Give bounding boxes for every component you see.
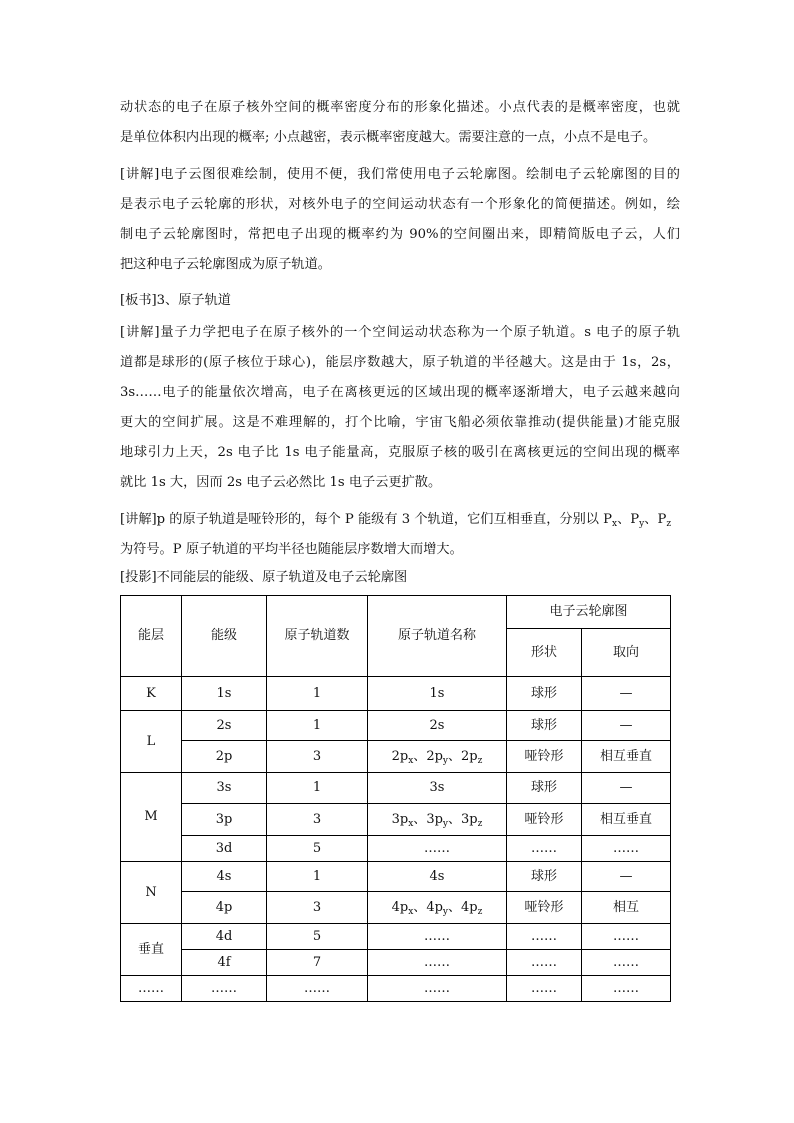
- text-line: 地球引力上天，2s 电子比 1s 电子能量高，克服原子核的吸引在离核更远的空间出现的概率: [120, 445, 680, 460]
- cell-count: 3: [267, 892, 368, 924]
- subscript-y: y: [639, 519, 645, 529]
- text-run: 、P: [644, 512, 667, 527]
- cell-count: 1: [267, 862, 368, 892]
- cell-layer: K: [121, 677, 182, 711]
- text-line: 动状态的电子在原子核外空间的概率密度分布的形象化描述。小点代表的是概率密度，也就: [120, 100, 680, 115]
- cell-name: 3s: [368, 773, 507, 804]
- cell-level: 2p: [182, 741, 267, 773]
- text-line: 把这种电子云轮廓图成为原子轨道。: [120, 257, 331, 272]
- text-line: 道都是球形的(原子核位于球心)，能层序数越大，原子轨道的半径越大。这是由于 1s，2s，: [120, 355, 680, 370]
- cell-layer: N: [121, 862, 182, 924]
- cell-shape: ……: [507, 836, 582, 862]
- text-run: 3p: [461, 811, 478, 827]
- cell-level: 3d: [182, 836, 267, 862]
- subscript-y: y: [442, 818, 448, 829]
- text-line: [投影]不同能层的能级、原子轨道及电子云轮廓图: [120, 570, 408, 585]
- subscript-z: z: [477, 818, 483, 829]
- subscript-x: x: [408, 755, 414, 766]
- text-line: 为符号。P 原子轨道的平均半径也随能层序数增大而增大。: [120, 542, 463, 557]
- header-orbital-count: 原子轨道数: [267, 596, 368, 677]
- cell-orientation: ……: [582, 924, 671, 950]
- cell-level: 4p: [182, 892, 267, 924]
- cell-name: [368, 741, 507, 773]
- cell-level: 3s: [182, 773, 267, 804]
- orbital-table: [120, 595, 671, 1002]
- text-run: 、P: [617, 512, 640, 527]
- text-line: 是表示电子云轮廓的形状，对核外电子的空间运动状态有一个形象化的简便描述。例如，绘: [120, 197, 680, 212]
- cell-layer: ……: [121, 976, 182, 1002]
- table-row: [121, 924, 671, 950]
- cell-name: ……: [368, 950, 507, 976]
- table-header-row: [121, 596, 671, 629]
- text-run: 2p: [426, 748, 443, 764]
- cell-shape: ……: [507, 924, 582, 950]
- cell-shape: 球形: [507, 711, 582, 741]
- text-run: 2p: [461, 748, 478, 764]
- cell-orientation: ……: [582, 976, 671, 1002]
- table-row: [121, 711, 671, 741]
- header-shape: 形状: [507, 629, 582, 677]
- subscript-z: z: [477, 906, 483, 917]
- table-row: [121, 950, 671, 976]
- cell-orientation: 相互垂直: [582, 804, 671, 836]
- cell-shape: 哑铃形: [507, 892, 582, 924]
- paragraph-electron-cloud-description: [120, 93, 680, 153]
- text-line: 制电子云轮廓图时，常把电子出现的概率约为 90%的空间圈出来，即精简版电子云，人们: [120, 227, 680, 242]
- board-heading: [120, 286, 680, 316]
- cell-name: ……: [368, 924, 507, 950]
- paragraph-contour-explanation: [120, 160, 680, 280]
- table-row: [121, 836, 671, 862]
- header-level: 能级: [182, 596, 267, 677]
- cell-orientation: —: [582, 862, 671, 892]
- separator: 、: [413, 811, 427, 827]
- cell-level: 4f: [182, 950, 267, 976]
- cell-count: 1: [267, 711, 368, 741]
- cell-orientation: 相互垂直: [582, 741, 671, 773]
- text-run: 4p: [391, 899, 409, 915]
- text-line: [板书]3、原子轨道: [120, 293, 231, 308]
- cell-orientation: —: [582, 677, 671, 711]
- cell-count: 1: [267, 773, 368, 804]
- cell-shape: 球形: [507, 862, 582, 892]
- separator: 、: [448, 899, 462, 915]
- cell-shape: ……: [507, 950, 582, 976]
- text-line: 更大的空间扩展。这是不难理解的，打个比喻，宇宙飞船必须依靠推动(提供能量)才能克服: [120, 415, 680, 430]
- cell-name: [368, 804, 507, 836]
- cell-shape: 哑铃形: [507, 804, 582, 836]
- cell-orientation: —: [582, 773, 671, 804]
- text-line: 3s……电子的能量依次增高，电子在离核更远的区域出现的概率逐渐增大，电子云越来越向: [120, 385, 680, 400]
- cell-count: 5: [267, 836, 368, 862]
- subscript-x: x: [408, 906, 414, 917]
- header-electron-cloud: 电子云轮廓图: [507, 596, 671, 629]
- header-orbital-name: 原子轨道名称: [368, 596, 507, 677]
- cell-shape: 球形: [507, 773, 582, 804]
- cell-name: 1s: [368, 677, 507, 711]
- text-run: 3p: [391, 811, 409, 827]
- header-layer: 能层: [121, 596, 182, 677]
- text-line: [讲解]量子力学把电子在原子核外的一个空间运动状态称为一个原子轨道。s 电子的原子轨: [120, 325, 680, 340]
- projection-heading: [120, 563, 680, 593]
- cell-shape: ……: [507, 976, 582, 1002]
- paragraph-p-orbital: [120, 505, 680, 565]
- text-line: 就比 1s 大，因而 2s 电子云必然比 1s 电子云更扩散。: [120, 475, 442, 490]
- cell-level: 3p: [182, 804, 267, 836]
- cell-count: 3: [267, 804, 368, 836]
- separator: 、: [413, 899, 427, 915]
- cell-shape: 哑铃形: [507, 741, 582, 773]
- table-row: [121, 677, 671, 711]
- subscript-z: z: [477, 755, 483, 766]
- subscript-x: x: [408, 818, 414, 829]
- separator: 、: [448, 748, 462, 764]
- text-line: 是单位体积内出现的概率; 小点越密，表示概率密度越大。需要注意的一点，小点不是电子。: [120, 130, 657, 145]
- text-line: [讲解]电子云图很难绘制，使用不便，我们常使用电子云轮廓图。绘制电子云轮廓图的目的: [120, 167, 680, 182]
- cell-level: 4d: [182, 924, 267, 950]
- cell-count: ……: [267, 976, 368, 1002]
- cell-layer: 垂直: [121, 924, 182, 976]
- table-row: [121, 862, 671, 892]
- text-run: 3p: [426, 811, 443, 827]
- cell-count: 3: [267, 741, 368, 773]
- separator: 、: [448, 811, 462, 827]
- table-row: [121, 773, 671, 804]
- cell-count: 5: [267, 924, 368, 950]
- cell-count: 1: [267, 677, 368, 711]
- cell-name: ……: [368, 836, 507, 862]
- cell-level: 2s: [182, 711, 267, 741]
- subscript-z: z: [666, 519, 672, 529]
- text-run: [讲解]p 的原子轨道是哑铃形的，每个 P 能级有 3 个轨道，它们互相垂直，分别以 P: [120, 512, 613, 527]
- text-run: 4p: [426, 899, 443, 915]
- text-run: 2p: [391, 748, 409, 764]
- cell-count: 7: [267, 950, 368, 976]
- table-row: [121, 976, 671, 1002]
- subscript-x: x: [612, 519, 618, 529]
- cell-shape: 球形: [507, 677, 582, 711]
- cell-name: [368, 892, 507, 924]
- table-row: [121, 892, 671, 924]
- paragraph-atomic-orbital: [120, 318, 680, 498]
- cell-orientation: 相互: [582, 892, 671, 924]
- header-orientation: 取向: [582, 629, 671, 677]
- cell-level: ……: [182, 976, 267, 1002]
- cell-orientation: ……: [582, 836, 671, 862]
- subscript-y: y: [442, 755, 448, 766]
- text-line: [120, 505, 680, 535]
- cell-name: ……: [368, 976, 507, 1002]
- text-run: 4p: [461, 899, 478, 915]
- table-row: [121, 804, 671, 836]
- cell-name: 2s: [368, 711, 507, 741]
- separator: 、: [413, 748, 427, 764]
- subscript-y: y: [442, 906, 448, 917]
- cell-layer: M: [121, 773, 182, 862]
- cell-orientation: —: [582, 711, 671, 741]
- cell-level: 1s: [182, 677, 267, 711]
- table-row: [121, 741, 671, 773]
- cell-level: 4s: [182, 862, 267, 892]
- cell-name: 4s: [368, 862, 507, 892]
- cell-orientation: ……: [582, 950, 671, 976]
- cell-layer: L: [121, 711, 182, 773]
